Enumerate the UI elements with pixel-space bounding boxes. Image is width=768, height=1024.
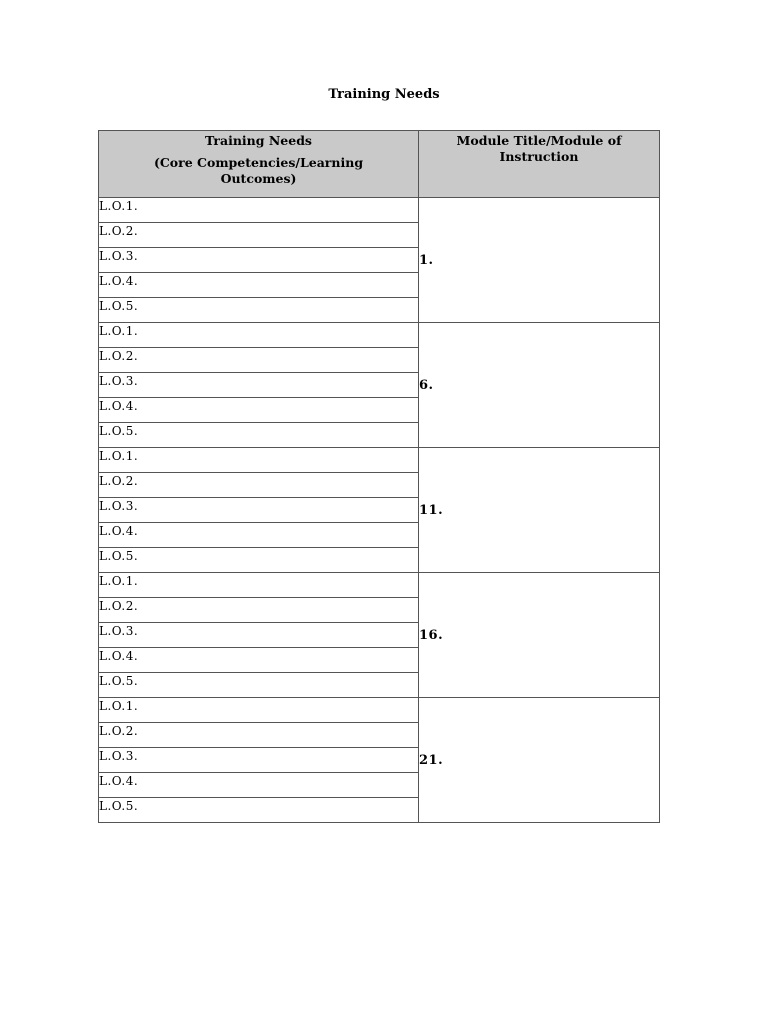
learning-outcome-label: L.O.2. bbox=[99, 599, 139, 613]
learning-outcome-label: L.O.1. bbox=[99, 199, 139, 213]
learning-outcome-label: L.O.4. bbox=[99, 774, 139, 788]
learning-outcome-label: L.O.2. bbox=[99, 474, 139, 488]
header-module-title-text: Module Title/Module of Instruction bbox=[456, 133, 622, 164]
training-needs-table bbox=[98, 130, 660, 823]
learning-outcome-cell bbox=[99, 598, 419, 623]
learning-outcome-cell bbox=[99, 673, 419, 698]
learning-outcome-cell bbox=[99, 273, 419, 298]
module-cell bbox=[419, 448, 660, 573]
module-number: 11. bbox=[419, 502, 444, 518]
module-number: 21. bbox=[419, 752, 444, 768]
learning-outcome-label: L.O.1. bbox=[99, 699, 139, 713]
learning-outcome-cell bbox=[99, 798, 419, 823]
header-training-needs-subtitle: (Core Competencies/Learning Outcomes) bbox=[153, 155, 364, 186]
table-body bbox=[99, 198, 660, 823]
learning-outcome-cell bbox=[99, 223, 419, 248]
page-title: Training Needs bbox=[328, 87, 440, 102]
learning-outcome-label: L.O.5. bbox=[99, 299, 139, 313]
learning-outcome-label: L.O.2. bbox=[99, 349, 139, 363]
learning-outcome-cell bbox=[99, 423, 419, 448]
table-row bbox=[99, 198, 660, 223]
learning-outcome-label: L.O.2. bbox=[99, 724, 139, 738]
table-header-row bbox=[99, 131, 660, 198]
header-training-needs-title: Training Needs bbox=[205, 133, 312, 148]
module-cell bbox=[419, 198, 660, 323]
learning-outcome-cell bbox=[99, 323, 419, 348]
learning-outcome-cell bbox=[99, 723, 419, 748]
learning-outcome-cell bbox=[99, 573, 419, 598]
table-row bbox=[99, 323, 660, 348]
learning-outcome-label: L.O.4. bbox=[99, 399, 139, 413]
learning-outcome-cell bbox=[99, 398, 419, 423]
module-cell bbox=[419, 323, 660, 448]
learning-outcome-cell bbox=[99, 348, 419, 373]
module-cell bbox=[419, 573, 660, 698]
learning-outcome-label: L.O.4. bbox=[99, 274, 139, 288]
learning-outcome-cell bbox=[99, 498, 419, 523]
learning-outcome-cell bbox=[99, 373, 419, 398]
learning-outcome-cell bbox=[99, 648, 419, 673]
header-training-needs bbox=[99, 131, 419, 198]
learning-outcome-cell bbox=[99, 198, 419, 223]
learning-outcome-cell bbox=[99, 548, 419, 573]
learning-outcome-label: L.O.2. bbox=[99, 224, 139, 238]
learning-outcome-cell bbox=[99, 523, 419, 548]
learning-outcome-label: L.O.5. bbox=[99, 424, 139, 438]
learning-outcome-cell bbox=[99, 473, 419, 498]
learning-outcome-label: L.O.4. bbox=[99, 524, 139, 538]
learning-outcome-cell bbox=[99, 748, 419, 773]
learning-outcome-cell bbox=[99, 698, 419, 723]
learning-outcome-label: L.O.5. bbox=[99, 799, 139, 813]
learning-outcome-label: L.O.1. bbox=[99, 574, 139, 588]
learning-outcome-cell bbox=[99, 298, 419, 323]
table-row bbox=[99, 698, 660, 723]
header-module-title bbox=[419, 131, 660, 198]
learning-outcome-cell bbox=[99, 623, 419, 648]
table-row bbox=[99, 573, 660, 598]
module-number: 16. bbox=[419, 627, 444, 643]
module-number: 1. bbox=[419, 252, 434, 268]
learning-outcome-label: L.O.1. bbox=[99, 324, 139, 338]
learning-outcome-label: L.O.3. bbox=[99, 624, 139, 638]
learning-outcome-label: L.O.4. bbox=[99, 649, 139, 663]
module-number: 6. bbox=[419, 377, 434, 393]
table-row bbox=[99, 448, 660, 473]
learning-outcome-label: L.O.3. bbox=[99, 249, 139, 263]
module-cell bbox=[419, 698, 660, 823]
learning-outcome-label: L.O.3. bbox=[99, 499, 139, 513]
learning-outcome-cell bbox=[99, 248, 419, 273]
learning-outcome-label: L.O.1. bbox=[99, 449, 139, 463]
learning-outcome-cell bbox=[99, 773, 419, 798]
learning-outcome-label: L.O.5. bbox=[99, 674, 139, 688]
learning-outcome-label: L.O.3. bbox=[99, 374, 139, 388]
learning-outcome-label: L.O.3. bbox=[99, 749, 139, 763]
learning-outcome-cell bbox=[99, 448, 419, 473]
learning-outcome-label: L.O.5. bbox=[99, 549, 139, 563]
